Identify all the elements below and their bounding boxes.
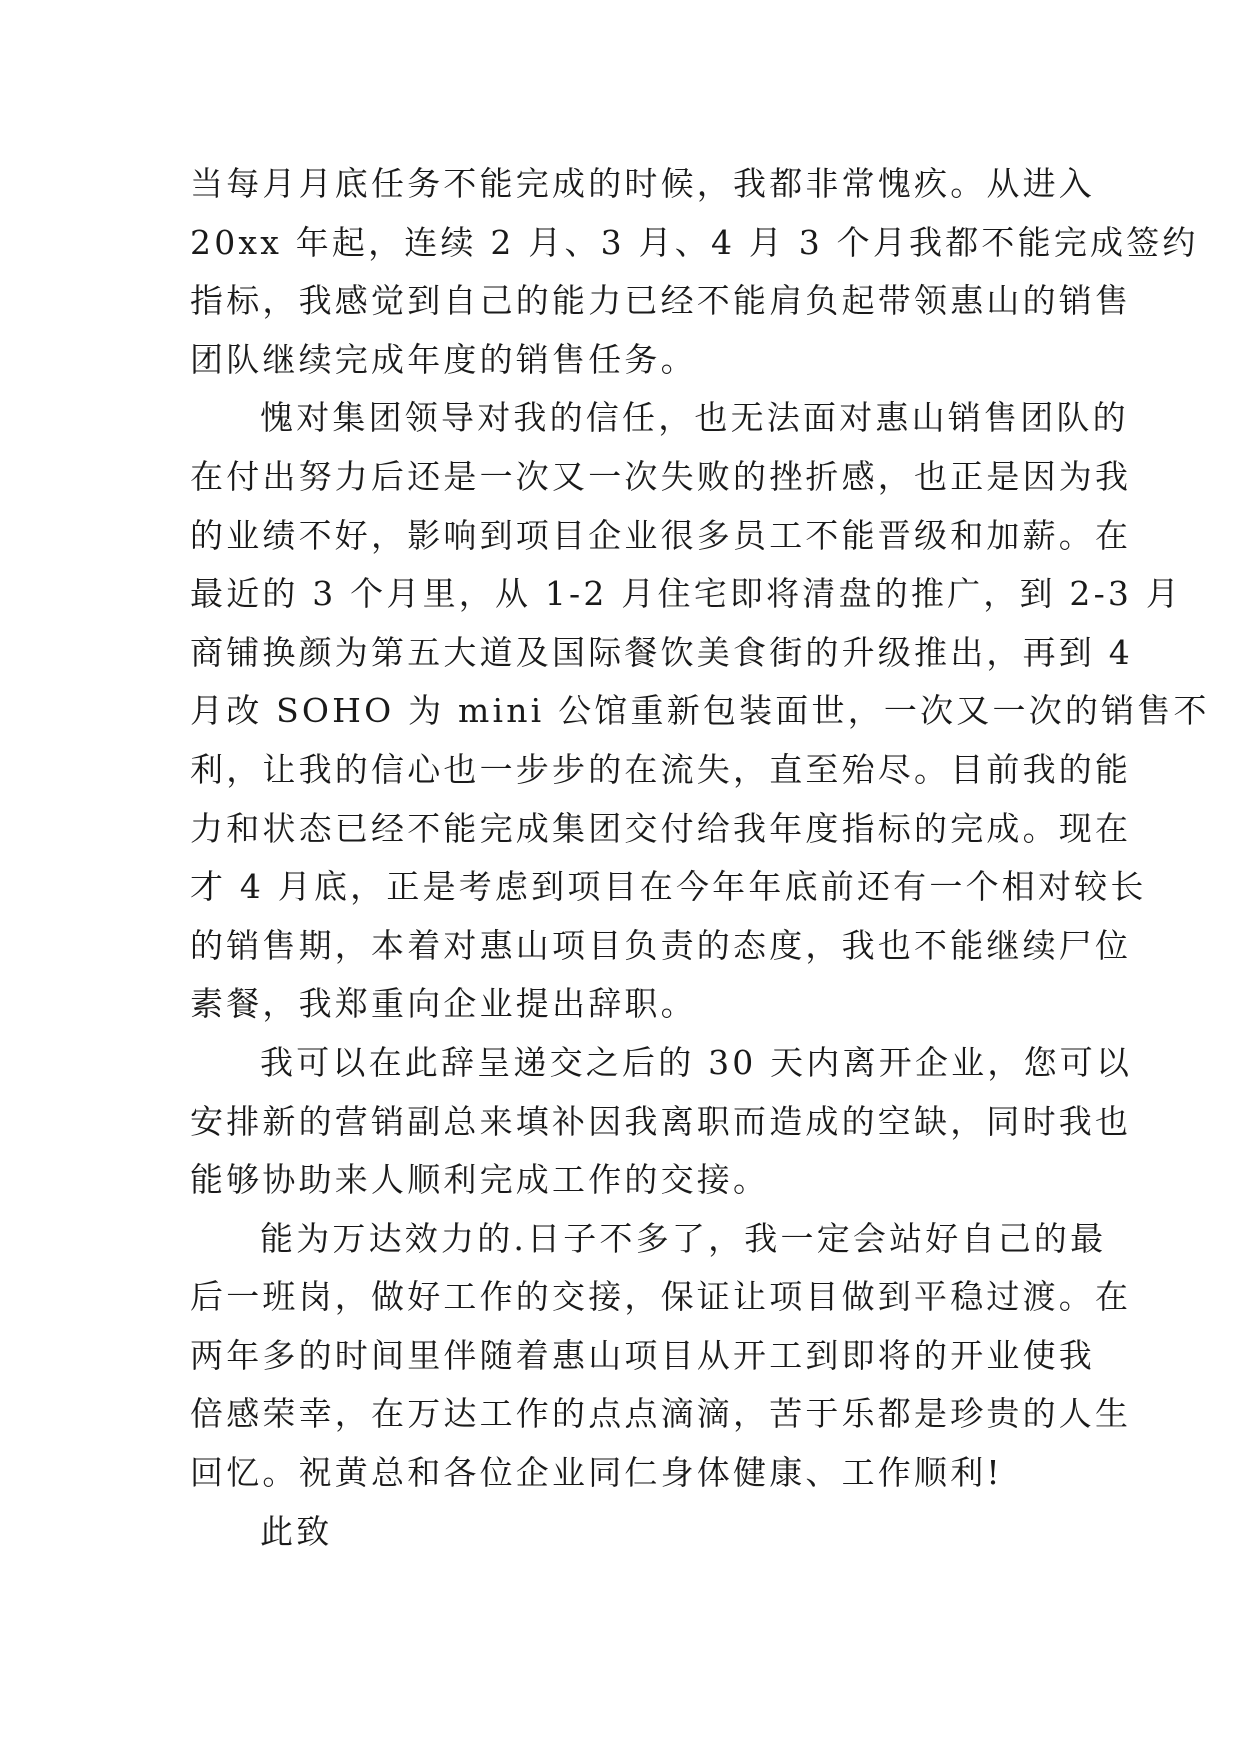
closing-line: 此致	[260, 1511, 333, 1551]
text-line: 后一班岗，做好工作的交接，保证让项目做到平稳过渡。在	[190, 1277, 1132, 1317]
text-line: 在付出努力后还是一次又一次失败的挫折感，也正是因为我	[190, 456, 1132, 496]
text-line: 商铺换颜为第五大道及国际餐饮美食街的升级推出，再到 4	[190, 632, 1133, 672]
text-line: 月改 SOHO 为 mini 公馆重新包装面世，一次又一次的销售不	[190, 691, 1210, 731]
text-line: 倍感荣幸，在万达工作的点点滴滴，苦于乐都是珍贵的人生	[190, 1394, 1132, 1434]
text-line: 我可以在此辞呈递交之后的 30 天内离开企业，您可以	[260, 1042, 1133, 1082]
text-line: 能为万达效力的.日子不多了，我一定会站好自己的最	[260, 1218, 1107, 1258]
text-line: 团队继续完成年度的销售任务。	[190, 339, 697, 379]
text-line: 最近的 3 个月里，从 1-2 月住宅即将清盘的推广，到 2-3 月	[190, 574, 1183, 614]
text-line: 素餐，我郑重向企业提出辞职。	[190, 984, 697, 1024]
text-line: 安排新的营销副总来填补因我离职而造成的空缺，同时我也	[190, 1101, 1132, 1141]
text-line: 20xx 年起，连续 2 月、3 月、4 月 3 个月我都不能完成签约	[190, 222, 1199, 262]
text-line: 愧对集团领导对我的信任，也无法面对惠山销售团队的	[260, 398, 1129, 438]
text-line: 指标，我感觉到自己的能力已经不能肩负起带领惠山的销售	[190, 281, 1132, 321]
text-line: 才 4 月底，正是考虑到项目在今年年底前还有一个相对较长	[190, 867, 1147, 907]
text-line: 两年多的时间里伴随着惠山项目从开工到即将的开业使我	[190, 1335, 1095, 1375]
text-line: 利，让我的信心也一步步的在流失，直至殆尽。目前我的能	[190, 749, 1132, 789]
letter-body	[190, 155, 1210, 1561]
text-line: 当每月月底任务不能完成的时候，我都非常愧疚。从进入	[190, 164, 1095, 203]
text-line: 的业绩不好，影响到项目企业很多员工不能晋级和加薪。在	[190, 515, 1132, 555]
text-line: 力和状态已经不能完成集团交付给我年度指标的完成。现在	[190, 808, 1132, 848]
text-line: 的销售期，本着对惠山项目负责的态度，我也不能继续尸位	[190, 925, 1132, 965]
text-line: 回忆。祝黄总和各位企业同仁身体健康、工作顺利!	[190, 1453, 1003, 1493]
text-line: 能够协助来人顺利完成工作的交接。	[190, 1160, 770, 1200]
